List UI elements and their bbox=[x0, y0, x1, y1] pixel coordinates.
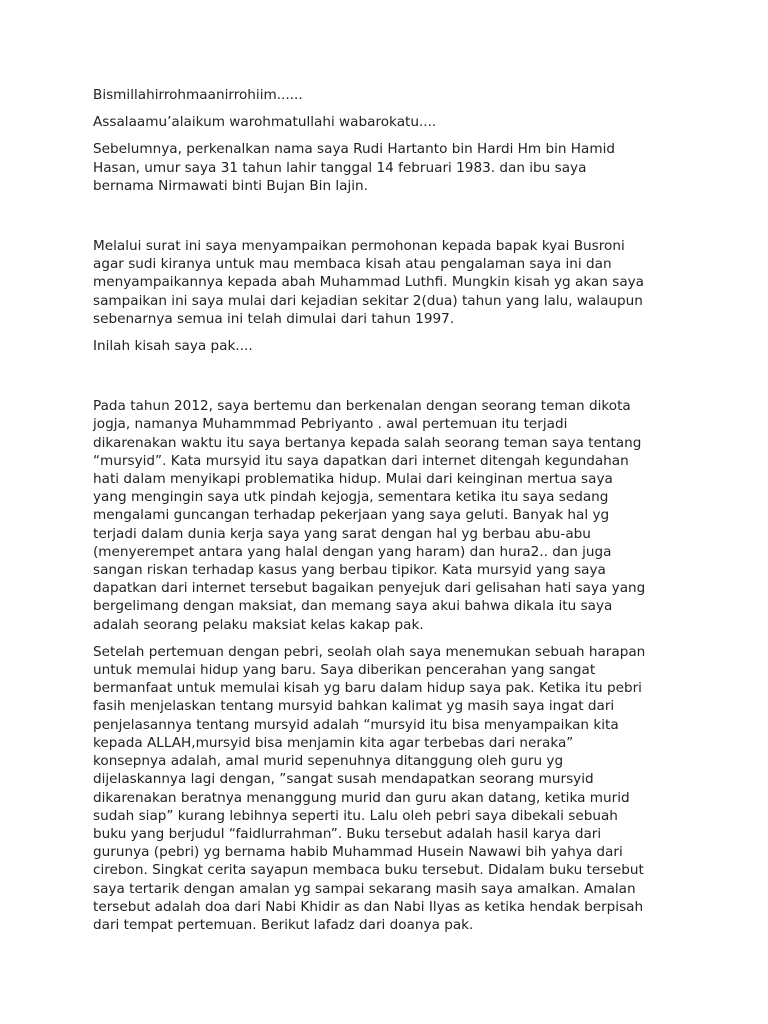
story-paragraph-1 bbox=[93, 397, 683, 634]
text-line: (menyerempet antara yang halal dengan yang haram) dan hura2.. dan juga bbox=[93, 543, 612, 560]
text-line: bergelimang dengan maksiat, dan memang saya akui bahwa dikala itu saya bbox=[93, 598, 613, 615]
text-line: sebenarnya semua ini telah dimulai dari tahun 1997. bbox=[93, 310, 455, 327]
text-line: Hasan, umur saya 31 tahun lahir tanggal 14 februari 1983. dan ibu saya bbox=[93, 159, 587, 176]
greeting-line: Bismillahirrohmaanirrohiim...... bbox=[93, 87, 303, 103]
text-line: dijelaskannya lagi dengan, ”sangat susah mendapatkan seorang mursyid bbox=[93, 771, 594, 788]
blank-space bbox=[93, 364, 683, 397]
text-line: saya tertarik dengan amalan yg sampai sekarang masih saya amalkan. Amalan bbox=[93, 880, 636, 897]
text-line: Setelah pertemuan dengan pebri, seolah olah saya menemukan sebuah harapan bbox=[93, 643, 646, 660]
text-line: yang mengingin saya utk pindah kejogja, sementara ketika itu saya sedang bbox=[93, 489, 609, 506]
text-line: sangan riskan terhadap kasus yang berbau tipikor. Kata mursyid yang saya bbox=[93, 562, 606, 579]
text-line: buku yang berjudul “faidlurrahman”. Buku tersebut adalah hasil karya dari bbox=[93, 825, 602, 842]
text-line: penjelasannya tentang mursyid adalah “mursyid itu bisa menyampaikan kita bbox=[93, 716, 619, 733]
story-intro-paragraph bbox=[93, 337, 683, 355]
text-line: Sebelumnya, perkenalkan nama saya Rudi Hartanto bin Hardi Hm bin Hamid bbox=[93, 141, 616, 158]
text-line: mengalami guncangan terhadap pekerjaan yang saya geluti. Banyak hal yg bbox=[93, 507, 610, 524]
text-line: fasih menjelaskan tentang mursyid bahkan kalimat yg masih saya ingat dari bbox=[93, 698, 615, 715]
text-line: bernama Nirmawati binti Bujan Bin lajin. bbox=[93, 177, 368, 194]
text-line: dapatkan dari internet tersebut bagaikan penyejuk dari gelisahan hati saya yang bbox=[93, 580, 646, 597]
story-paragraph-2 bbox=[93, 643, 683, 934]
text-line: dikarenakan waktu itu saya bertanya kepada salah seorang teman saya tentang bbox=[93, 434, 642, 451]
text-line: Pada tahun 2012, saya bertemu dan berkenalan dengan seorang teman dikota bbox=[93, 398, 631, 415]
text-line: sudah siap” kurang lebihnya seperti itu. Lalu oleh pebri saya dibekali sebuah bbox=[93, 807, 618, 824]
text-line: tersebut adalah doa dari Nabi Khidir as dan Nabi Ilyas as ketika hendak berpisah bbox=[93, 898, 644, 915]
text-line: bermanfaat untuk memulai kisah yg baru dalam hidup saya pak. Ketika itu pebri bbox=[93, 680, 642, 697]
request-paragraph bbox=[93, 237, 683, 328]
text-line: cirebon. Singkat cerita sayapun membaca buku tersebut. Didalam buku tersebut bbox=[93, 862, 644, 879]
text-line: jogja, namanya Muhammmad Pebriyanto . awal pertemuan itu terjadi bbox=[93, 416, 568, 433]
salam-line: Assalaamu’alaikum warohmatullahi wabarokatu.... bbox=[93, 114, 437, 131]
text-line: hati dalam menyikapi problematika hidup. Mulai dari keinginan mertua saya bbox=[93, 471, 613, 488]
introduction-paragraph bbox=[93, 140, 683, 195]
blank-space bbox=[93, 204, 683, 237]
text-line: adalah seorang pelaku maksiat kelas kakap pak. bbox=[93, 616, 424, 633]
text-line: “mursyid”. Kata mursyid itu saya dapatkan dari internet ditengah kegundahan bbox=[93, 452, 629, 469]
text-line: menyampaikannya kepada abah Muhammad Luthfi. Mungkin kisah yg akan saya bbox=[93, 274, 645, 291]
text-line: terjadi dalam dunia kerja saya yang sarat dengan hal yg berbau abu-abu bbox=[93, 525, 591, 542]
salam-paragraph bbox=[93, 113, 683, 131]
greeting-paragraph bbox=[93, 86, 683, 104]
text-line: kepada ALLAH,mursyid bisa menjamin kita agar terbebas dari neraka” bbox=[93, 734, 574, 751]
text-line: untuk memulai hidup yang baru. Saya diberikan pencerahan yang sangat bbox=[93, 662, 596, 679]
text-line: dikarenakan beratnya menanggung murid dan guru akan datang, ketika murid bbox=[93, 789, 630, 806]
text-line: sampaikan ini saya mulai dari kejadian sekitar 2(dua) tahun yang lalu, walaupun bbox=[93, 292, 643, 309]
text-line: gurunya (pebri) yg bernama habib Muhammad Husein Nawawi bih yahya dari bbox=[93, 844, 623, 861]
text-line: Melalui surat ini saya menyampaikan permohonan kepada bapak kyai Busroni bbox=[93, 238, 625, 255]
text-line: agar sudi kiranya untuk mau membaca kisah atau pengalaman saya ini dan bbox=[93, 256, 612, 273]
text-line: dari tempat pertemuan. Berikut lafadz dari doanya pak. bbox=[93, 916, 474, 933]
text-line: Inilah kisah saya pak.... bbox=[93, 338, 253, 355]
text-line: konsepnya adalah, amal murid sepenuhnya ditanggung oleh guru yg bbox=[93, 753, 564, 770]
letter-document bbox=[93, 86, 683, 943]
